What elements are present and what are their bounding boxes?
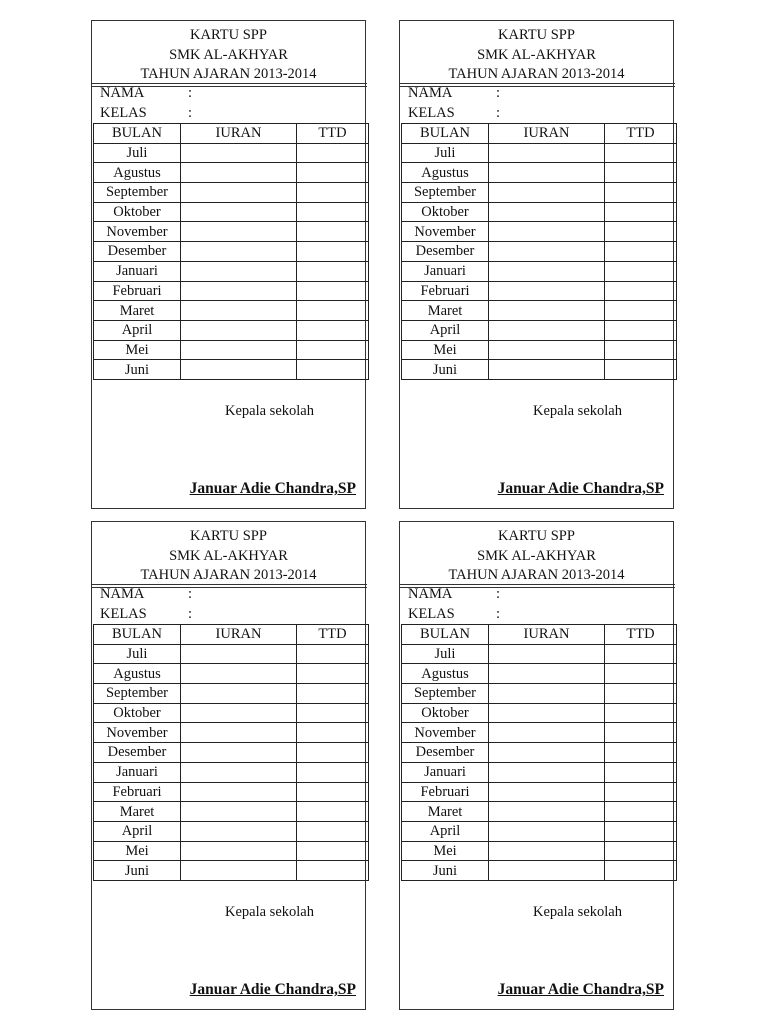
ttd-cell[interactable] bbox=[605, 762, 677, 782]
month-row bbox=[94, 802, 369, 822]
month-row bbox=[94, 320, 369, 340]
month-row bbox=[94, 360, 369, 380]
header-bulan: BULAN bbox=[94, 625, 181, 645]
header-bulan: BULAN bbox=[94, 124, 181, 144]
kelas-field[interactable]: : bbox=[496, 606, 501, 622]
ttd-cell[interactable] bbox=[605, 841, 677, 861]
month-cell: Maret bbox=[402, 301, 489, 321]
month-row bbox=[94, 723, 369, 743]
month-row bbox=[94, 821, 369, 841]
month-row bbox=[94, 143, 369, 163]
ttd-cell[interactable] bbox=[297, 183, 369, 203]
iuran-cell[interactable] bbox=[181, 183, 297, 203]
ttd-cell[interactable] bbox=[605, 723, 677, 743]
month-row bbox=[402, 360, 677, 380]
ttd-cell[interactable] bbox=[605, 684, 677, 704]
month-cell: September bbox=[402, 684, 489, 704]
ttd-cell[interactable] bbox=[297, 743, 369, 763]
month-cell: Februari bbox=[94, 782, 181, 802]
spp-card bbox=[399, 20, 674, 509]
ttd-cell[interactable] bbox=[605, 743, 677, 763]
iuran-cell[interactable] bbox=[181, 261, 297, 281]
iuran-cell[interactable] bbox=[181, 320, 297, 340]
nama-label: NAMA bbox=[100, 85, 145, 101]
month-cell: Februari bbox=[94, 281, 181, 301]
ttd-cell[interactable] bbox=[605, 281, 677, 301]
month-cell: Agustus bbox=[402, 163, 489, 183]
month-cell: Desember bbox=[94, 242, 181, 262]
month-row bbox=[94, 202, 369, 222]
month-cell: Februari bbox=[402, 782, 489, 802]
iuran-cell[interactable] bbox=[489, 143, 605, 163]
ttd-cell[interactable] bbox=[297, 644, 369, 664]
spp-card bbox=[91, 521, 366, 1010]
month-cell: Januari bbox=[94, 261, 181, 281]
ttd-cell[interactable] bbox=[605, 802, 677, 822]
school-name: SMK AL-AKHYAR bbox=[477, 46, 596, 63]
ttd-cell[interactable] bbox=[605, 222, 677, 242]
school-name: SMK AL-AKHYAR bbox=[169, 46, 288, 63]
iuran-cell[interactable] bbox=[489, 841, 605, 861]
ttd-cell[interactable] bbox=[605, 644, 677, 664]
iuran-cell[interactable] bbox=[489, 743, 605, 763]
month-cell: Desember bbox=[402, 242, 489, 262]
month-cell: November bbox=[402, 723, 489, 743]
month-row bbox=[94, 762, 369, 782]
month-cell: Juni bbox=[402, 360, 489, 380]
nama-label: NAMA bbox=[408, 85, 453, 101]
iuran-cell[interactable] bbox=[181, 841, 297, 861]
ttd-cell[interactable] bbox=[297, 301, 369, 321]
iuran-cell[interactable] bbox=[489, 703, 605, 723]
iuran-cell[interactable] bbox=[181, 360, 297, 380]
iuran-cell[interactable] bbox=[489, 723, 605, 743]
iuran-cell[interactable] bbox=[489, 320, 605, 340]
signer-title: Kepala sekolah bbox=[225, 904, 314, 920]
iuran-cell[interactable] bbox=[489, 821, 605, 841]
month-cell: Maret bbox=[94, 802, 181, 822]
month-row bbox=[94, 301, 369, 321]
card-header bbox=[92, 21, 365, 84]
ttd-cell[interactable] bbox=[297, 821, 369, 841]
ttd-cell[interactable] bbox=[605, 183, 677, 203]
kelas-label: KELAS bbox=[408, 105, 455, 121]
month-cell: Juni bbox=[94, 861, 181, 881]
header-iuran: IURAN bbox=[489, 625, 605, 645]
iuran-cell[interactable] bbox=[489, 301, 605, 321]
nama-label: NAMA bbox=[100, 586, 145, 602]
ttd-cell[interactable] bbox=[605, 861, 677, 881]
month-row bbox=[402, 782, 677, 802]
month-cell: September bbox=[94, 183, 181, 203]
month-cell: Januari bbox=[402, 762, 489, 782]
ttd-cell[interactable] bbox=[297, 261, 369, 281]
payment-table bbox=[93, 123, 369, 380]
month-row bbox=[94, 703, 369, 723]
header-ttd: TTD bbox=[297, 625, 369, 645]
month-cell: April bbox=[402, 320, 489, 340]
iuran-cell[interactable] bbox=[489, 183, 605, 203]
ttd-cell[interactable] bbox=[297, 222, 369, 242]
card-title: KARTU SPP bbox=[190, 27, 267, 43]
month-cell: Juni bbox=[94, 360, 181, 380]
month-row bbox=[94, 183, 369, 203]
iuran-cell[interactable] bbox=[181, 802, 297, 822]
month-row bbox=[94, 261, 369, 281]
month-cell: Oktober bbox=[402, 202, 489, 222]
month-row bbox=[94, 340, 369, 360]
header-bulan: BULAN bbox=[402, 625, 489, 645]
month-row bbox=[402, 143, 677, 163]
month-cell: September bbox=[94, 684, 181, 704]
header-iuran: IURAN bbox=[489, 124, 605, 144]
school-name: SMK AL-AKHYAR bbox=[169, 547, 288, 564]
month-row bbox=[402, 664, 677, 684]
month-row bbox=[402, 340, 677, 360]
ttd-cell[interactable] bbox=[297, 320, 369, 340]
ttd-cell[interactable] bbox=[605, 163, 677, 183]
table-header bbox=[402, 625, 677, 645]
month-row bbox=[94, 281, 369, 301]
nama-field[interactable]: : bbox=[188, 586, 193, 602]
iuran-cell[interactable] bbox=[489, 222, 605, 242]
card-title: KARTU SPP bbox=[498, 528, 575, 544]
month-row bbox=[402, 242, 677, 262]
card-title: KARTU SPP bbox=[498, 27, 575, 43]
signer-title: Kepala sekolah bbox=[225, 403, 314, 419]
month-row bbox=[94, 644, 369, 664]
month-cell: April bbox=[402, 821, 489, 841]
month-row bbox=[94, 841, 369, 861]
ttd-cell[interactable] bbox=[605, 821, 677, 841]
signer-title: Kepala sekolah bbox=[533, 403, 622, 419]
month-row bbox=[402, 183, 677, 203]
card-header bbox=[92, 522, 365, 585]
month-cell: Mei bbox=[402, 340, 489, 360]
ttd-cell[interactable] bbox=[297, 684, 369, 704]
iuran-cell[interactable] bbox=[181, 644, 297, 664]
month-cell: November bbox=[94, 222, 181, 242]
payment-table bbox=[401, 624, 677, 881]
month-cell: Januari bbox=[402, 261, 489, 281]
payment-table bbox=[401, 123, 677, 380]
academic-year: TAHUN AJARAN 2013-2014 bbox=[448, 66, 625, 82]
signer-name: Januar Adie Chandra,SP bbox=[497, 981, 664, 998]
signer-title: Kepala sekolah bbox=[533, 904, 622, 920]
ttd-cell[interactable] bbox=[297, 143, 369, 163]
iuran-cell[interactable] bbox=[181, 281, 297, 301]
ttd-cell[interactable] bbox=[297, 723, 369, 743]
month-cell: Mei bbox=[94, 340, 181, 360]
table-header bbox=[402, 124, 677, 144]
month-cell: Juni bbox=[402, 861, 489, 881]
month-cell: Juli bbox=[402, 143, 489, 163]
month-row bbox=[402, 684, 677, 704]
ttd-cell[interactable] bbox=[297, 762, 369, 782]
month-cell: September bbox=[402, 183, 489, 203]
spp-card bbox=[91, 20, 366, 509]
ttd-cell[interactable] bbox=[297, 360, 369, 380]
iuran-cell[interactable] bbox=[489, 340, 605, 360]
card-title: KARTU SPP bbox=[190, 528, 267, 544]
nama-field[interactable]: : bbox=[496, 85, 501, 101]
month-row bbox=[402, 821, 677, 841]
header-iuran: IURAN bbox=[181, 124, 297, 144]
month-row bbox=[402, 841, 677, 861]
iuran-cell[interactable] bbox=[181, 762, 297, 782]
ttd-cell[interactable] bbox=[297, 281, 369, 301]
iuran-cell[interactable] bbox=[489, 242, 605, 262]
iuran-cell[interactable] bbox=[181, 723, 297, 743]
nama-field[interactable]: : bbox=[496, 586, 501, 602]
month-row bbox=[402, 301, 677, 321]
iuran-cell[interactable] bbox=[489, 644, 605, 664]
card-header bbox=[400, 21, 673, 84]
iuran-cell[interactable] bbox=[489, 684, 605, 704]
kelas-label: KELAS bbox=[100, 606, 147, 622]
month-row bbox=[94, 242, 369, 262]
ttd-cell[interactable] bbox=[605, 242, 677, 262]
month-row bbox=[402, 281, 677, 301]
table-header bbox=[94, 625, 369, 645]
ttd-cell[interactable] bbox=[297, 703, 369, 723]
iuran-cell[interactable] bbox=[181, 222, 297, 242]
kelas-field[interactable]: : bbox=[496, 105, 501, 121]
month-row bbox=[94, 163, 369, 183]
iuran-cell[interactable] bbox=[489, 163, 605, 183]
month-cell: Juli bbox=[402, 644, 489, 664]
header-bulan: BULAN bbox=[402, 124, 489, 144]
month-cell: November bbox=[402, 222, 489, 242]
month-row bbox=[402, 861, 677, 881]
month-cell: Desember bbox=[94, 743, 181, 763]
kelas-label: KELAS bbox=[408, 606, 455, 622]
ttd-cell[interactable] bbox=[297, 841, 369, 861]
month-row bbox=[402, 802, 677, 822]
signer-name: Januar Adie Chandra,SP bbox=[189, 480, 356, 497]
iuran-cell[interactable] bbox=[489, 782, 605, 802]
month-cell: Mei bbox=[94, 841, 181, 861]
iuran-cell[interactable] bbox=[181, 664, 297, 684]
nama-field[interactable]: : bbox=[188, 85, 193, 101]
iuran-cell[interactable] bbox=[489, 861, 605, 881]
ttd-cell[interactable] bbox=[297, 242, 369, 262]
month-cell: November bbox=[94, 723, 181, 743]
month-row bbox=[94, 222, 369, 242]
month-cell: April bbox=[94, 320, 181, 340]
month-row bbox=[402, 644, 677, 664]
month-row bbox=[402, 723, 677, 743]
ttd-cell[interactable] bbox=[605, 301, 677, 321]
kelas-field[interactable]: : bbox=[188, 105, 193, 121]
ttd-cell[interactable] bbox=[605, 143, 677, 163]
month-cell: Maret bbox=[94, 301, 181, 321]
month-cell: Desember bbox=[402, 743, 489, 763]
iuran-cell[interactable] bbox=[489, 762, 605, 782]
iuran-cell[interactable] bbox=[489, 802, 605, 822]
month-row bbox=[94, 861, 369, 881]
iuran-cell[interactable] bbox=[181, 782, 297, 802]
signer-name: Januar Adie Chandra,SP bbox=[497, 480, 664, 497]
month-row bbox=[402, 261, 677, 281]
month-row bbox=[402, 202, 677, 222]
ttd-cell[interactable] bbox=[605, 782, 677, 802]
month-cell: Mei bbox=[402, 841, 489, 861]
ttd-cell[interactable] bbox=[605, 261, 677, 281]
month-row bbox=[402, 703, 677, 723]
academic-year: TAHUN AJARAN 2013-2014 bbox=[140, 66, 317, 82]
month-row bbox=[402, 762, 677, 782]
ttd-cell[interactable] bbox=[297, 782, 369, 802]
iuran-cell[interactable] bbox=[489, 664, 605, 684]
month-cell: Juli bbox=[94, 644, 181, 664]
month-cell: Januari bbox=[94, 762, 181, 782]
header-ttd: TTD bbox=[297, 124, 369, 144]
iuran-cell[interactable] bbox=[181, 821, 297, 841]
iuran-cell[interactable] bbox=[181, 301, 297, 321]
nama-label: NAMA bbox=[408, 586, 453, 602]
month-row bbox=[94, 782, 369, 802]
month-row bbox=[402, 163, 677, 183]
header-ttd: TTD bbox=[605, 124, 677, 144]
ttd-cell[interactable] bbox=[297, 340, 369, 360]
ttd-cell[interactable] bbox=[297, 202, 369, 222]
month-cell: Maret bbox=[402, 802, 489, 822]
header-iuran: IURAN bbox=[181, 625, 297, 645]
kelas-field[interactable]: : bbox=[188, 606, 193, 622]
iuran-cell[interactable] bbox=[181, 242, 297, 262]
ttd-cell[interactable] bbox=[605, 202, 677, 222]
month-cell: April bbox=[94, 821, 181, 841]
iuran-cell[interactable] bbox=[489, 360, 605, 380]
month-row bbox=[94, 684, 369, 704]
iuran-cell[interactable] bbox=[489, 261, 605, 281]
month-cell: Oktober bbox=[94, 202, 181, 222]
ttd-cell[interactable] bbox=[605, 320, 677, 340]
header-ttd: TTD bbox=[605, 625, 677, 645]
month-cell: Oktober bbox=[94, 703, 181, 723]
payment-table bbox=[93, 624, 369, 881]
spp-card bbox=[399, 521, 674, 1010]
card-header bbox=[400, 522, 673, 585]
kelas-label: KELAS bbox=[100, 105, 147, 121]
ttd-cell[interactable] bbox=[297, 802, 369, 822]
school-name: SMK AL-AKHYAR bbox=[477, 547, 596, 564]
iuran-cell[interactable] bbox=[181, 743, 297, 763]
table-header bbox=[94, 124, 369, 144]
iuran-cell[interactable] bbox=[181, 143, 297, 163]
month-cell: Agustus bbox=[94, 163, 181, 183]
month-row bbox=[94, 664, 369, 684]
iuran-cell[interactable] bbox=[489, 202, 605, 222]
academic-year: TAHUN AJARAN 2013-2014 bbox=[448, 567, 625, 583]
month-cell: Agustus bbox=[402, 664, 489, 684]
ttd-cell[interactable] bbox=[297, 163, 369, 183]
iuran-cell[interactable] bbox=[181, 703, 297, 723]
ttd-cell[interactable] bbox=[297, 664, 369, 684]
ttd-cell[interactable] bbox=[605, 340, 677, 360]
iuran-cell[interactable] bbox=[181, 861, 297, 881]
iuran-cell[interactable] bbox=[181, 340, 297, 360]
month-cell: Oktober bbox=[402, 703, 489, 723]
signer-name: Januar Adie Chandra,SP bbox=[189, 981, 356, 998]
iuran-cell[interactable] bbox=[489, 281, 605, 301]
month-cell: Agustus bbox=[94, 664, 181, 684]
iuran-cell[interactable] bbox=[181, 202, 297, 222]
academic-year: TAHUN AJARAN 2013-2014 bbox=[140, 567, 317, 583]
iuran-cell[interactable] bbox=[181, 684, 297, 704]
month-row bbox=[402, 222, 677, 242]
ttd-cell[interactable] bbox=[605, 664, 677, 684]
ttd-cell[interactable] bbox=[605, 703, 677, 723]
month-row bbox=[402, 320, 677, 340]
iuran-cell[interactable] bbox=[181, 163, 297, 183]
month-row bbox=[94, 743, 369, 763]
ttd-cell[interactable] bbox=[297, 861, 369, 881]
month-cell: Juli bbox=[94, 143, 181, 163]
month-row bbox=[402, 743, 677, 763]
ttd-cell[interactable] bbox=[605, 360, 677, 380]
month-cell: Februari bbox=[402, 281, 489, 301]
